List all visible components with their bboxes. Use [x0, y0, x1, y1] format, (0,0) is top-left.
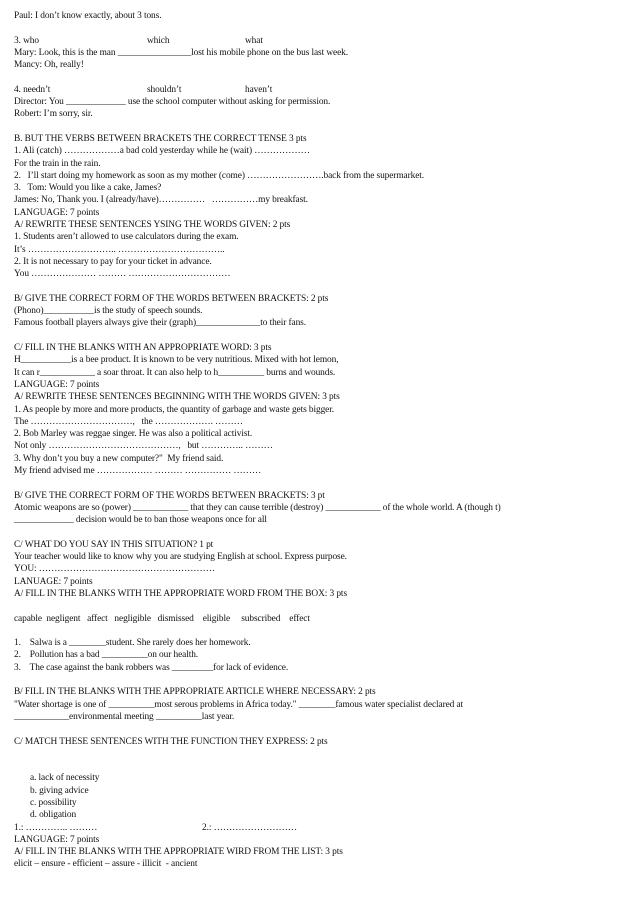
section-heading: A/ FILL IN THE BLANKS WITH THE APPROPRIATE WORD FROM THE BOX: 3 pts — [14, 588, 347, 599]
option-a: 3. who — [14, 35, 39, 46]
exercise-line: My friend advised me ……………… ……… …………… ……… — [14, 465, 262, 476]
function-option: a. lack of necessity — [30, 773, 100, 784]
exercise-line: The ……………………………, the ………………. ……… — [14, 416, 243, 427]
exercise-line: 3. Tom: Would you like a cake, James? — [14, 183, 162, 194]
match-answers — [14, 822, 628, 834]
worksheet-page — [14, 10, 628, 871]
section-heading: C/ FILL IN THE BLANKS WITH AN APPROPRIATE WORD: 3 pts — [14, 343, 272, 354]
exercise-line: 3. Why don’t you buy a new computer?" My friend said. — [14, 453, 224, 464]
dialogue-line: Robert: I’m sorry, sir. — [14, 109, 93, 120]
section-heading: A/ REWRITE THESE SENTENCES YSING THE WORDS GIVEN: 2 pts — [14, 220, 291, 231]
exercise-line: Not only ……………………………………, but ………….. ……… — [14, 441, 273, 452]
exercise-line: Atomic weapons are so (power) ____________ that they can cause terrible (destroy) ____________ of the whole world. A (though t) — [14, 502, 501, 513]
exercise-line: 1. As people by more and more products, the quantity of garbage and waste gets bigger. — [14, 404, 334, 415]
section-heading: B. BUT THE VERBS BETWEEN BRACKETS THE CORRECT TENSE 3 pts — [14, 133, 307, 144]
option-c: what — [245, 35, 263, 46]
option-c: haven’t — [245, 84, 273, 95]
exercise-line: _____________ decision would be to ban those weapons once for all — [14, 515, 267, 526]
exercise-line: (Phono)___________is the study of speech sounds. — [14, 306, 203, 317]
exercise-line: 2. Pollution has a bad __________on our health. — [14, 650, 199, 661]
match-answer-2: 2.: ……………………… — [202, 822, 298, 833]
option-b: shouldn’t — [147, 84, 182, 95]
exercise-line: H___________is a bee product. It is known to be very nutritious. Mixed with hot lemon, — [14, 355, 339, 366]
answer-options-4 — [14, 84, 628, 96]
exercise-line: Your teacher would like to know why you are studying English at school. Express purpose. — [14, 552, 347, 563]
dialogue-line: Director: You _____________ use the school computer without asking for permission. — [14, 97, 331, 108]
section-heading: LANGUAGE: 7 points — [14, 379, 100, 390]
section-heading: LANGUAGE: 7 points — [14, 834, 100, 845]
section-heading: B/ GIVE THE CORRECT FORM OF THE WORDS BETWEEN BRACKETS: 2 pts — [14, 293, 329, 304]
function-option: b. giving advice — [30, 785, 89, 796]
exercise-line: ____________environmental meeting __________last year. — [14, 711, 235, 722]
exercise-line: 2. It is not necessary to pay for your ticket in advance. — [14, 256, 212, 267]
match-answer-1: 1.: ………….. ……… — [14, 822, 98, 833]
word-box: capable negligent affect negligible dismissed eligible subscribed effect — [14, 613, 310, 624]
answer-options-3 — [14, 35, 628, 47]
exercise-line: 3. The case against the bank robbers was _________for lack of evidence. — [14, 662, 289, 673]
exercise-line: It’s ……………………….. …………………………….. — [14, 244, 225, 255]
section-heading: LANGUAGE: 7 points — [14, 207, 100, 218]
exercise-line: 1. Salwa is a ________student. She rarely does her homework. — [14, 638, 251, 649]
exercise-line: For the train in the rain. — [14, 158, 101, 169]
function-option: d. obligation — [30, 810, 77, 821]
exercise-line: Famous football players always give their (graph)______________to their fans. — [14, 318, 306, 329]
section-heading: C/ WHAT DO YOU SAY IN THIS SITUATION? 1 pt — [14, 539, 214, 550]
dialogue-line: Mary: Look, this is the man ________________lost his mobile phone on the bus last week. — [14, 47, 348, 58]
option-b: which — [147, 35, 170, 46]
function-option: c. possibility — [30, 798, 77, 808]
exercise-line: James: No, Thank you. I (already/have)…………… ……………my breakfast. — [14, 195, 308, 206]
exercise-line: 2. I’ll start doing my homework as soon as my mother (come) …………………….back from the supermarket. — [14, 170, 425, 181]
exercise-line: "Water shortage is one of __________most serous problems in Africa today." ________famous water specialist declared at — [14, 699, 464, 710]
word-list: elicit – ensure - efficient – assure - illicit - ancient — [14, 859, 198, 870]
exercise-line: 1. Students aren’t allowed to use calculators during the exam. — [14, 232, 239, 243]
dialogue-line: Mancy: Oh, really! — [14, 60, 84, 71]
option-a: 4. needn’t — [14, 84, 51, 95]
exercise-line: It can r____________ a soar throat. It can also help to h__________ burns and wounds. — [14, 367, 336, 378]
section-heading: LANUAGE: 7 points — [14, 576, 93, 587]
section-heading: B/ GIVE THE CORRECT FORM OF THE WORDS BETWEEN BRACKETS: 3 pt — [14, 490, 325, 501]
exercise-line: YOU: ………………………………………………… — [14, 564, 215, 575]
exercise-line: You ………………… ……… …………………………… — [14, 269, 231, 280]
section-heading: C/ MATCH THESE SENTENCES WITH THE FUNCTION THEY EXPRESS: 2 pts — [14, 736, 328, 747]
exercise-line: 2. Bob Marley was reggae singer. He was also a political activist. — [14, 429, 253, 440]
section-heading: A/ FILL IN THE BLANKS WITH THE APPROPRIATE WIRD FROM THE LIST: 3 pts — [14, 847, 343, 858]
section-heading: A/ REWRITE THESE SENTENCES BEGINNING WITH THE WORDS GIVEN: 3 pts — [14, 392, 340, 403]
exercise-line: 1. Ali (catch) ………………a bad cold yesterday while he (wait) ……………… — [14, 146, 310, 157]
section-heading: B/ FILL IN THE BLANKS WITH THE APPROPRIATE ARTICLE WHERE NECESSARY: 2 pts — [14, 687, 376, 698]
dialogue-line: Paul: I don’t know exactly, about 3 tons. — [14, 11, 162, 21]
